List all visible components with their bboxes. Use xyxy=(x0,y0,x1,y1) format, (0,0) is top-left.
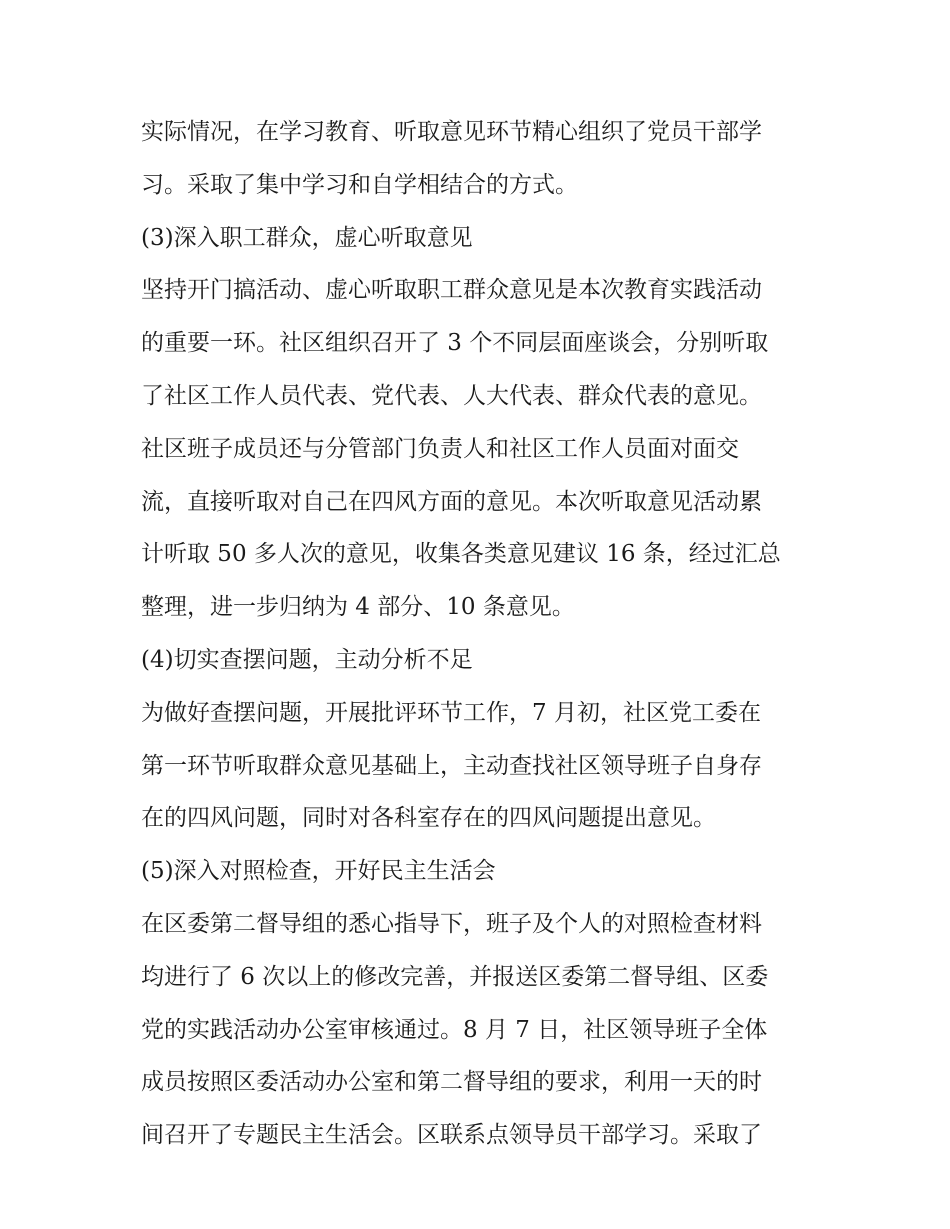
section-heading: (5)深入对照检查，开好民主生活会 xyxy=(141,858,496,885)
body-line: 党的实践活动办公室审核通过。8 月 7 日，社区领导班子全体 xyxy=(141,1016,768,1043)
body-line: 在的四风问题，同时对各科室存在的四风问题提出意见。 xyxy=(141,805,716,832)
body-line: 了社区工作人员代表、党代表、人大代表、群众代表的意见。 xyxy=(141,382,762,409)
body-line: 的重要一环。社区组织召开了 3 个不同层面座谈会，分别听取 xyxy=(141,330,769,357)
body-line: 实际情况，在学习教育、听取意见环节精心组织了党员干部学 xyxy=(141,119,762,145)
body-line: 第一环节听取群众意见基础上，主动查找社区领导班子自身存 xyxy=(141,752,762,779)
body-line: 间召开了专题民主生活会。区联系点领导员干部学习。采取了 xyxy=(141,1122,762,1149)
body-line: 均进行了 6 次以上的修改完善，并报送区委第二督导组、区委 xyxy=(141,963,769,990)
body-line: 流，直接听取对自己在四风方面的意见。本次听取意见活动累 xyxy=(141,488,762,515)
body-line: 成员按照区委活动办公室和第二督导组的要求，利用一天的时 xyxy=(141,1069,762,1096)
body-line: 社区班子成员还与分管部门负责人和社区工作人员面对面交 xyxy=(141,435,739,462)
body-line: 计听取 50 多人次的意见，收集各类意见建议 16 条，经过汇总 xyxy=(141,541,781,568)
section-heading: (3)深入职工群众，虚心听取意见 xyxy=(141,224,473,251)
body-line: 坚持开门搞活动、虚心听取职工群众意见是本次教育实践活动 xyxy=(141,277,762,304)
document-body xyxy=(141,106,821,1162)
body-line: 整理，进一步归纳为 4 部分、10 条意见。 xyxy=(141,594,575,621)
body-line: 为做好查摆问题，开展批评环节工作，7 月初，社区党工委在 xyxy=(141,699,761,726)
body-line: 习。采取了集中学习和自学相结合的方式。 xyxy=(141,171,578,198)
section-heading: (4)切实查摆问题，主动分析不足 xyxy=(141,646,473,673)
body-line: 在区委第二督导组的悉心指导下，班子及个人的对照检查材料 xyxy=(141,910,762,937)
